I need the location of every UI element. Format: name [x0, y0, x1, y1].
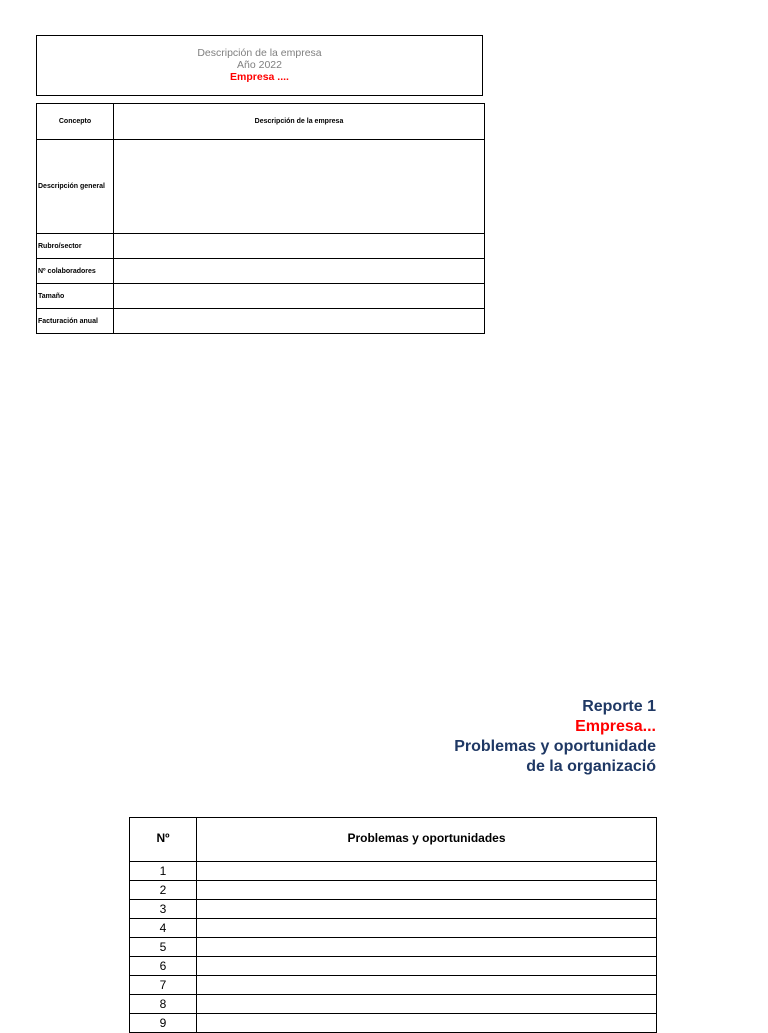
row-text[interactable]	[197, 900, 657, 919]
table-header-row	[130, 818, 657, 862]
table-row	[37, 259, 485, 284]
row-value[interactable]	[114, 140, 485, 234]
row-value[interactable]	[114, 284, 485, 309]
table-row	[130, 1014, 657, 1033]
sheet-year: Año 2022	[237, 59, 282, 71]
sheet-title: Descripción de la empresa	[197, 47, 322, 59]
table-row	[130, 938, 657, 957]
row-number: 4	[130, 919, 197, 938]
row-text[interactable]	[197, 976, 657, 995]
row-number: 2	[130, 881, 197, 900]
row-label: Rubro/sector	[37, 234, 114, 259]
column-header-concept: Concepto	[37, 104, 114, 140]
table-row	[37, 140, 485, 234]
row-text[interactable]	[197, 881, 657, 900]
row-number: 1	[130, 862, 197, 881]
company-sheet-header	[36, 35, 483, 96]
column-header-problems: Problemas y oportunidades	[197, 818, 657, 862]
row-number: 3	[130, 900, 197, 919]
row-number: 9	[130, 1014, 197, 1033]
problems-table	[129, 817, 657, 1033]
table-row	[130, 862, 657, 881]
row-label: Descripción general	[37, 140, 114, 234]
row-text[interactable]	[197, 862, 657, 881]
column-header-description: Descripción de la empresa	[114, 104, 485, 140]
table-row	[37, 284, 485, 309]
row-text[interactable]	[197, 919, 657, 938]
table-row	[130, 976, 657, 995]
row-value[interactable]	[114, 259, 485, 284]
report-company: Empresa...	[575, 718, 656, 735]
row-number: 5	[130, 938, 197, 957]
row-value[interactable]	[114, 309, 485, 334]
row-number: 8	[130, 995, 197, 1014]
row-text[interactable]	[197, 995, 657, 1014]
table-row	[130, 919, 657, 938]
table-row	[130, 881, 657, 900]
row-number: 7	[130, 976, 197, 995]
table-row	[130, 957, 657, 976]
row-number: 6	[130, 957, 197, 976]
row-text[interactable]	[197, 1014, 657, 1033]
table-row	[37, 309, 485, 334]
column-header-number: Nº	[130, 818, 197, 862]
report-header	[336, 697, 656, 777]
report-subtitle-line2: de la organizació	[526, 758, 656, 775]
report-subtitle-line1: Problemas y oportunidade	[454, 738, 656, 755]
table-row	[37, 234, 485, 259]
table-row	[130, 900, 657, 919]
row-label: Facturación anual	[37, 309, 114, 334]
table-header-row	[37, 104, 485, 140]
row-text[interactable]	[197, 938, 657, 957]
row-label: Nº colaboradores	[37, 259, 114, 284]
table-row	[130, 995, 657, 1014]
row-label: Tamaño	[37, 284, 114, 309]
row-value[interactable]	[114, 234, 485, 259]
sheet-company: Empresa ....	[230, 71, 289, 83]
company-description-table	[36, 103, 485, 334]
report-title: Reporte 1	[582, 698, 656, 715]
row-text[interactable]	[197, 957, 657, 976]
